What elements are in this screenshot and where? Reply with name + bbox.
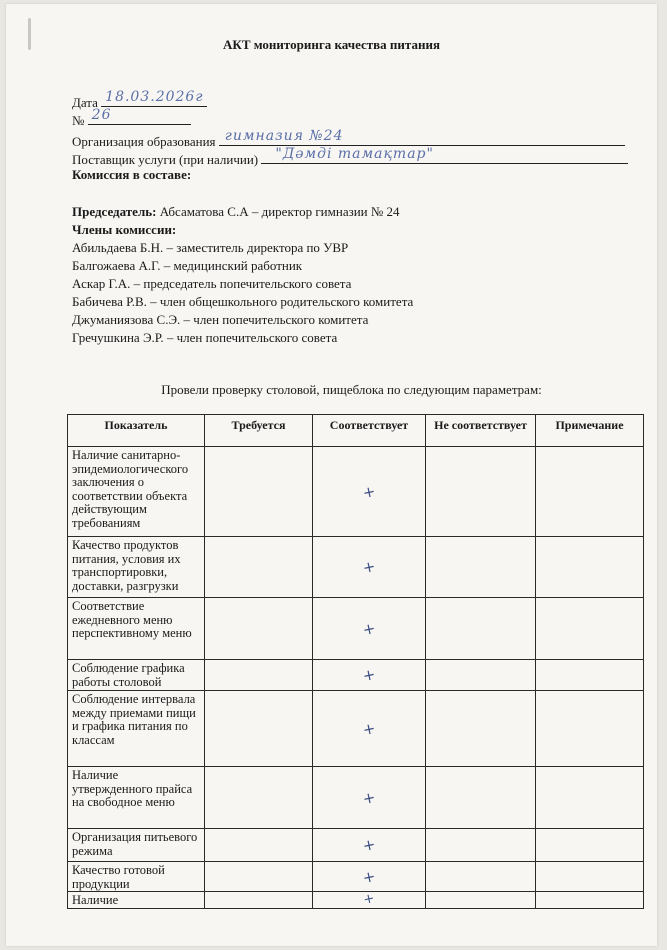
table-row [68,598,644,660]
member-line: Абильдаева Б.Н. – заместитель директора по УВР [72,240,349,255]
indicator-cell: Соблюдение графика работы столовой [68,660,205,691]
table-row [68,829,644,862]
required-cell [205,537,313,598]
org-field [219,128,625,146]
required-cell [205,660,313,691]
document-page [6,4,657,946]
not-complies-cell [426,767,536,829]
supplier-line [72,146,628,168]
check-mark: + [362,891,376,909]
table-row [68,447,644,537]
required-cell [205,598,313,660]
table-row [68,537,644,598]
complies-cell [313,598,426,660]
header-indicator: Показатель [68,415,205,447]
check-mark: + [360,556,378,578]
required-cell [205,767,313,829]
check-mark: + [360,618,378,639]
member-line: Бабичева Р.В. – член общешкольного родительского комитета [72,294,414,309]
date-value: 18.03.2026г [105,89,204,105]
member-line: Балгожаева А.Г. – медицинский работник [72,258,303,273]
required-cell [205,447,313,537]
commission-heading: Комиссия в составе: [72,167,192,182]
member-line: Гречушкина Э.Р. – член попечительского совета [72,330,338,345]
complies-cell [313,767,426,829]
header-required: Требуется [205,415,313,447]
table-row [68,660,644,691]
note-cell [536,767,644,829]
intro-text: Провели проверку столовой, пищеблока по следующим параметрам: [161,382,542,397]
supplier-value: "Дәмді тамақтар" [275,146,434,162]
not-complies-cell [426,598,536,660]
org-label: Организация образования [72,134,216,149]
complies-cell [313,537,426,598]
number-label: № [72,113,85,128]
complies-cell [313,829,426,862]
indicator-cell: Соблюдение интервала между приемами пищи и графика питания по классам [68,691,205,767]
required-cell [205,691,313,767]
table-row [68,862,644,892]
not-complies-cell [426,862,536,892]
indicator-cell: Наличие утвержденного прайса на свободное меню [68,767,205,829]
indicator-cell: Качество продуктов питания, условия их транспортировки, доставки, разгрузки [68,537,205,598]
table-row [68,892,644,909]
members-heading: Члены комиссии: [72,222,177,237]
complies-cell [313,660,426,691]
check-mark: + [360,866,378,887]
check-mark: + [360,834,378,856]
supplier-field [261,146,628,164]
table-row [68,767,644,829]
not-complies-cell [426,447,536,537]
document-title: АКТ мониторинга качества питания [223,37,440,52]
header-not-complies: Не соответствует [426,415,536,447]
number-line [72,107,191,129]
indicator-cell: Соответствие ежедневного меню перспективному меню [68,598,205,660]
table-row [68,691,644,767]
date-label: Дата [72,95,98,110]
note-cell [536,892,644,909]
header-complies: Соответствует [313,415,426,447]
indicator-cell: Качество готовой продукции [68,862,205,892]
required-cell [205,829,313,862]
note-cell [536,691,644,767]
complies-cell [313,447,426,537]
required-cell [205,892,313,909]
monitoring-table [67,414,644,909]
not-complies-cell [426,829,536,862]
chair-value: Абсаматова С.А – директор гимназии № 24 [159,204,400,219]
note-cell [536,829,644,862]
supplier-label: Поставщик услуги (при наличии) [72,152,259,167]
indicator-cell: Наличие санитарно-эпидемиологического заключения о соответствии объекта действующим требованиям [68,447,205,537]
not-complies-cell [426,537,536,598]
header-note: Примечание [536,415,644,447]
member-line: Аскар Г.А. – председатель попечительского совета [72,276,352,291]
not-complies-cell [426,660,536,691]
number-field [88,107,191,125]
not-complies-cell [426,892,536,909]
member-line: Джуманиязова С.Э. – член попечительского комитета [72,312,369,327]
note-cell [536,447,644,537]
number-value: 26 [91,107,112,123]
check-mark: + [360,481,378,502]
chair-line [72,204,400,220]
indicator-cell: Наличие [68,892,205,909]
date-field [101,89,207,107]
note-cell [536,660,644,691]
org-value: гимназия №24 [224,128,344,144]
check-mark: + [360,787,378,808]
check-mark: + [360,718,378,739]
not-complies-cell [426,691,536,767]
indicator-cell: Организация питьевого режима [68,829,205,862]
table-header-row [68,415,644,447]
note-cell [536,598,644,660]
note-cell [536,537,644,598]
chair-label: Председатель: [72,204,157,219]
check-mark: + [360,664,378,686]
note-cell [536,862,644,892]
required-cell [205,862,313,892]
complies-cell [313,691,426,767]
